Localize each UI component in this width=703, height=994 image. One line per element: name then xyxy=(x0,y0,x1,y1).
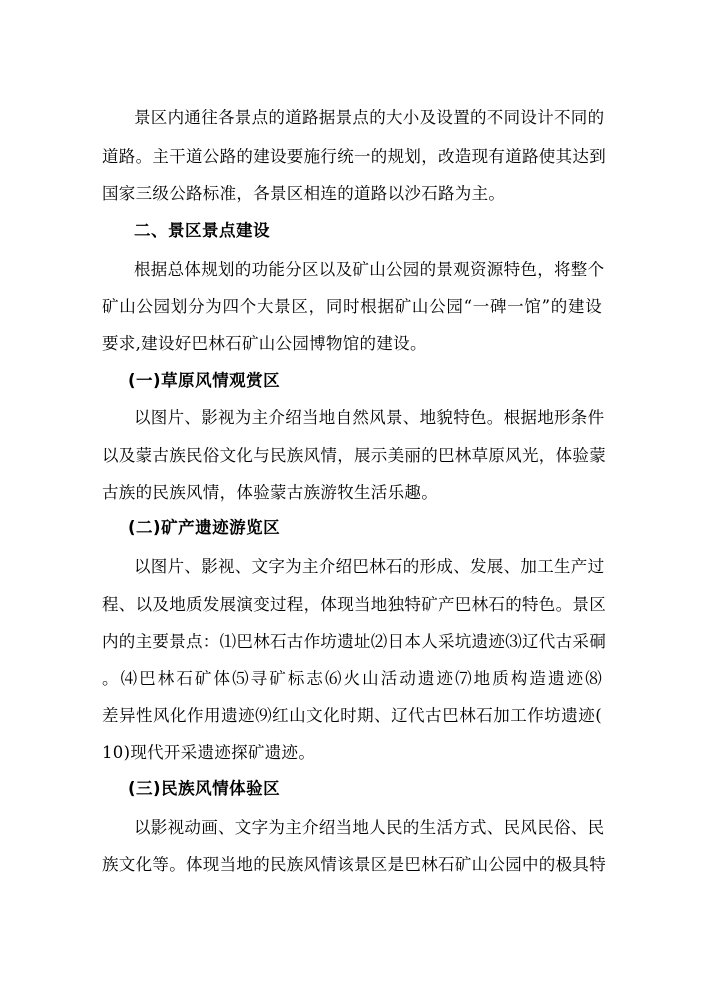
paragraph-line: 。⑷巴林石矿体⑸寻矿标志⑹火山活动遗迹⑺地质构造遗迹⑻ xyxy=(102,669,602,688)
subsection-heading: (一)草原风情观赏区 xyxy=(128,371,281,390)
paragraph-line: 以影视动画、文字为主介绍当地人民的生活方式、民风民俗、民 xyxy=(134,818,605,837)
paragraph-line: 国家三级公路标准，各景区相连的道路以沙石路为主。 xyxy=(102,184,506,203)
paragraph-line: 以图片、影视、文字为主介绍巴林石的形成、发展、加工生产过 xyxy=(134,557,605,576)
subsection-heading: (三)民族风情体验区 xyxy=(128,779,281,798)
paragraph-line: 景区内通往各景点的道路据景点的大小及设置的不同设计不同的 xyxy=(134,108,605,127)
paragraph-line: 道路。主干道公路的建设要施行统一的规划，改造现有道路使其达到 xyxy=(102,147,606,166)
paragraph-line: 矿山公园划分为四个大景区，同时根据矿山公园“一碑一馆”的建设 xyxy=(102,297,602,316)
paragraph-line: 以图片、影视为主介绍当地自然风景、地貌特色。根据地形条件 xyxy=(134,408,605,427)
section-heading: 二、景区景点建设 xyxy=(134,221,270,240)
paragraph-line: 以及蒙古族民俗文化与民族风情，展示美丽的巴林草原风光，体验蒙 xyxy=(102,446,606,465)
subsection-heading: (二)矿产遗迹游览区 xyxy=(128,518,281,537)
paragraph-line: 根据总体规划的功能分区以及矿山公园的景观资源特色，将整个 xyxy=(134,260,605,279)
paragraph-line: 要求,建设好巴林石矿山公园博物馆的建设。 xyxy=(102,334,427,353)
paragraph-line: 差异性风化作用遗迹⑼红山文化时期、辽代古巴林石加工作坊遗迹( xyxy=(102,706,602,725)
paragraph-line: 10)现代开采遗迹探矿遗迹。 xyxy=(102,743,316,762)
paragraph-line: 古族的民族风情，体验蒙古族游牧生活乐趣。 xyxy=(102,483,438,502)
paragraph-line: 内的主要景点：⑴巴林石古作坊遗址⑵日本人采坑遗迹⑶辽代古采硐 xyxy=(102,632,606,651)
paragraph-line: 程、以及地质发展演变过程，体现当地独特矿产巴林石的特色。景区 xyxy=(102,595,606,614)
paragraph-line: 族文化等。体现当地的民族风情该景区是巴林石矿山公园中的极具特 xyxy=(102,855,606,874)
